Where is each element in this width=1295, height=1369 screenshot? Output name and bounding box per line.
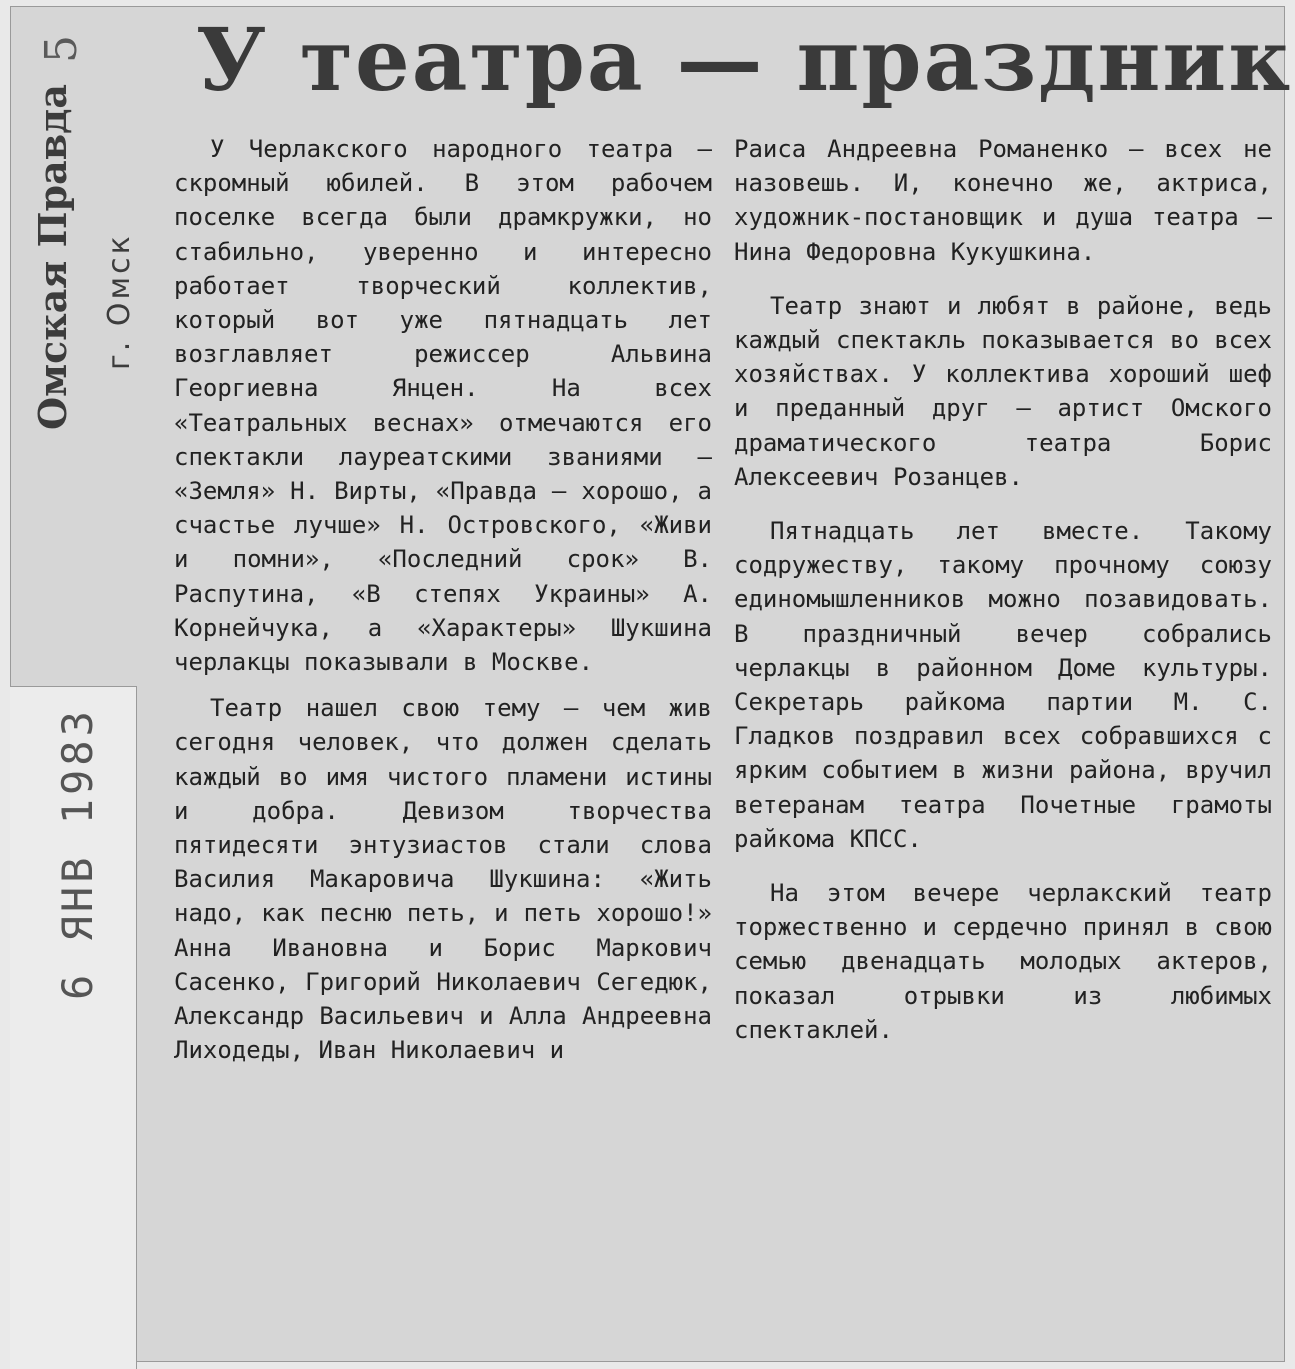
article-headline: У театра — праздник <box>196 10 1293 111</box>
source-city-stamp: г. Омск <box>102 233 137 370</box>
paragraph: Театр нашел свою тему — чем жив сегодня человек, что должен сделать каждый во имя чистого пламени истины и добра. Девизом творчества пятидесяти энтузиастов стали слова Василия Макаровича Шукшина: «Жить надо, как песню петь, и петь хорошо!» Анна Ивановна и Борис Маркович Сасенко, Григорий Николаевич Сегедюк, Александр Васильевич и Алла Андреевна Лиходеды, Иван Николаевич и <box>174 694 712 1065</box>
paragraph: Пятнадцать лет вместе. Такому содружеству, такому прочному союзу единомышленников можно позавидовать. В праздничный вечер собрались черлакцы в районном Доме культуры. Секретарь райкома партии М. С. Гладков поздравил всех собравшихся с ярким событием в жизни района, вручил ветеранам театра Почетные грамоты райкома КПСС. <box>734 517 1272 853</box>
article-column-right <box>734 132 1272 1067</box>
paragraph: На этом вечере черлакский театр торжественно и сердечно принял в свою семью двенадцать молодых актеров, показал отрывки из любимых спектаклей. <box>734 879 1272 1044</box>
paragraph: Театр знают и любят в районе, ведь каждый спектакль показывается во всех хозяйствах. У коллектива хороший шеф и преданный друг — артист Омского драматического театра Борис Алексеевич Розанцев. <box>734 291 1272 491</box>
article-column-left <box>174 132 712 1079</box>
paragraph: Раиса Андреевна Романенко — всех не назовешь. И, конечно же, актриса, художник-постановщик и душа театра — Нина Федоровна Кукушкина. <box>734 135 1272 266</box>
paragraph: У Черлакского народного театра — скромный юбилей. В этом рабочем поселке всегда были драмкружки, но стабильно, уверенно и интересно работает творческий коллектив, который вот уже пятнадцать лет возглавляет режиссер Альвина Георгиевна Янцен. На всех «Театральных веснах» отмечаются его спектакли лауреатскими званиями — «Земля» Н. Вирты, «Правда — хорошо, а счастье лучше» Н. Островского, «Живи и помни», «Последний срок» В. Распутина, «В степях Украины» А. Корнейчука, а «Характеры» Шукшина черлакцы показывали в Москве. <box>174 135 712 677</box>
source-newspaper-stamp: Омская Правда <box>30 83 75 430</box>
source-date-stamp: 6 ЯНВ 1983 <box>53 707 102 1000</box>
page-number: 5 <box>36 35 87 63</box>
